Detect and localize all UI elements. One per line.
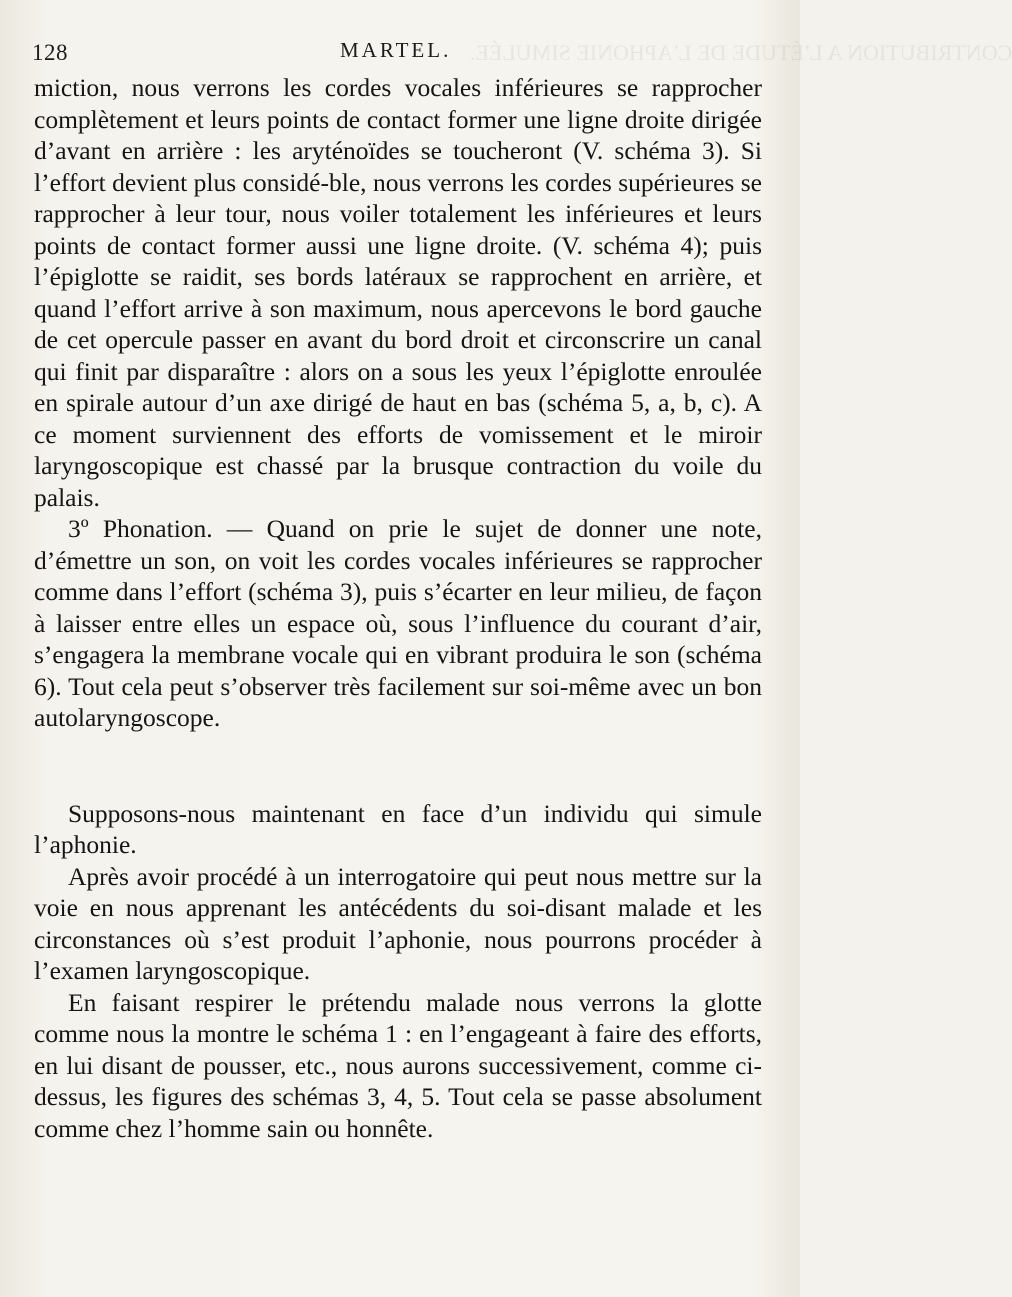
paragraph-simulated-aphonia: Supposons-nous maintenant en face d’un individu qui simule l’aphonie. [34,798,762,859]
running-head: MARTEL. [340,38,452,62]
page-number: 128 [32,40,68,65]
section-gap [34,734,762,798]
page-header [32,34,772,68]
show-through-title: CONTRIBUTION A L’ÉTUDE DE L’APHONIE SIMULÉE. [470,40,1012,65]
paragraph-phonation: 3º Phonation. — Quand on prie le sujet de donner une note, d’émettre un son, on voit les cordes vocales inférieures se rapprocher comme dans l’effort (schéma 3), puis s’écarter en leur milieu, de façon à laisser entre elles un espace où, sous l’influence du courant d’air, s’engagera la membrane vocale qui en vibrant produira le son (schéma 6). Tout cela peut s’observer très facilement sur soi-même avec un bon autolaryngoscope. [34,514,762,732]
paragraph-effort-continuation: miction, nous verrons les cordes vocales inférieures se rapprocher complètement et leurs points de contact former une ligne droite dirigée d’avant en arrière : les aryténoïdes se toucheront (V. schéma 3). Si l’effort devient plus considé-ble, nous verrons les cordes supérieures se rapprocher à leur tour, nous voiler totalement les inférieures et leurs points de contact former aussi une ligne droite. (V. schéma 4); puis l’épiglotte se raidit, ses bords latéraux se rapprochent en arrière, et quand l’effort arrive à son maximum, nous apercevons le bord gauche de cet opercule passer en avant du bord droit et circonscrire un canal qui finit par disparaître : alors on a sous les yeux l’épiglotte enroulée en spirale autour d’un axe dirigé de haut en bas (schéma 5, a, b, c). A ce moment surviennent des efforts de vomissement et le miroir laryngoscopique est chassé par la brusque contraction du voile du palais. [34,73,762,512]
body-text [34,72,762,1144]
paragraph-interrogation: Après avoir procédé à un interrogatoire qui peut nous mettre sur la voie en nous apprenant les antécédents du soi-disant malade et les circonstances où s’est produit l’aphonie, nous pourrons procéder à l’examen laryngoscopique. [34,861,762,985]
paragraph-respiration-examination: En faisant respirer le prétendu malade nous verrons la glotte comme nous la montre le schéma 1 : en l’engageant à faire des efforts, en lui disant de pousser, etc., nous aurons successivement, comme ci-dessus, les figures des schémas 3, 4, 5. Tout cela se passe absolument comme chez l’homme sain ou honnête. [34,987,762,1143]
